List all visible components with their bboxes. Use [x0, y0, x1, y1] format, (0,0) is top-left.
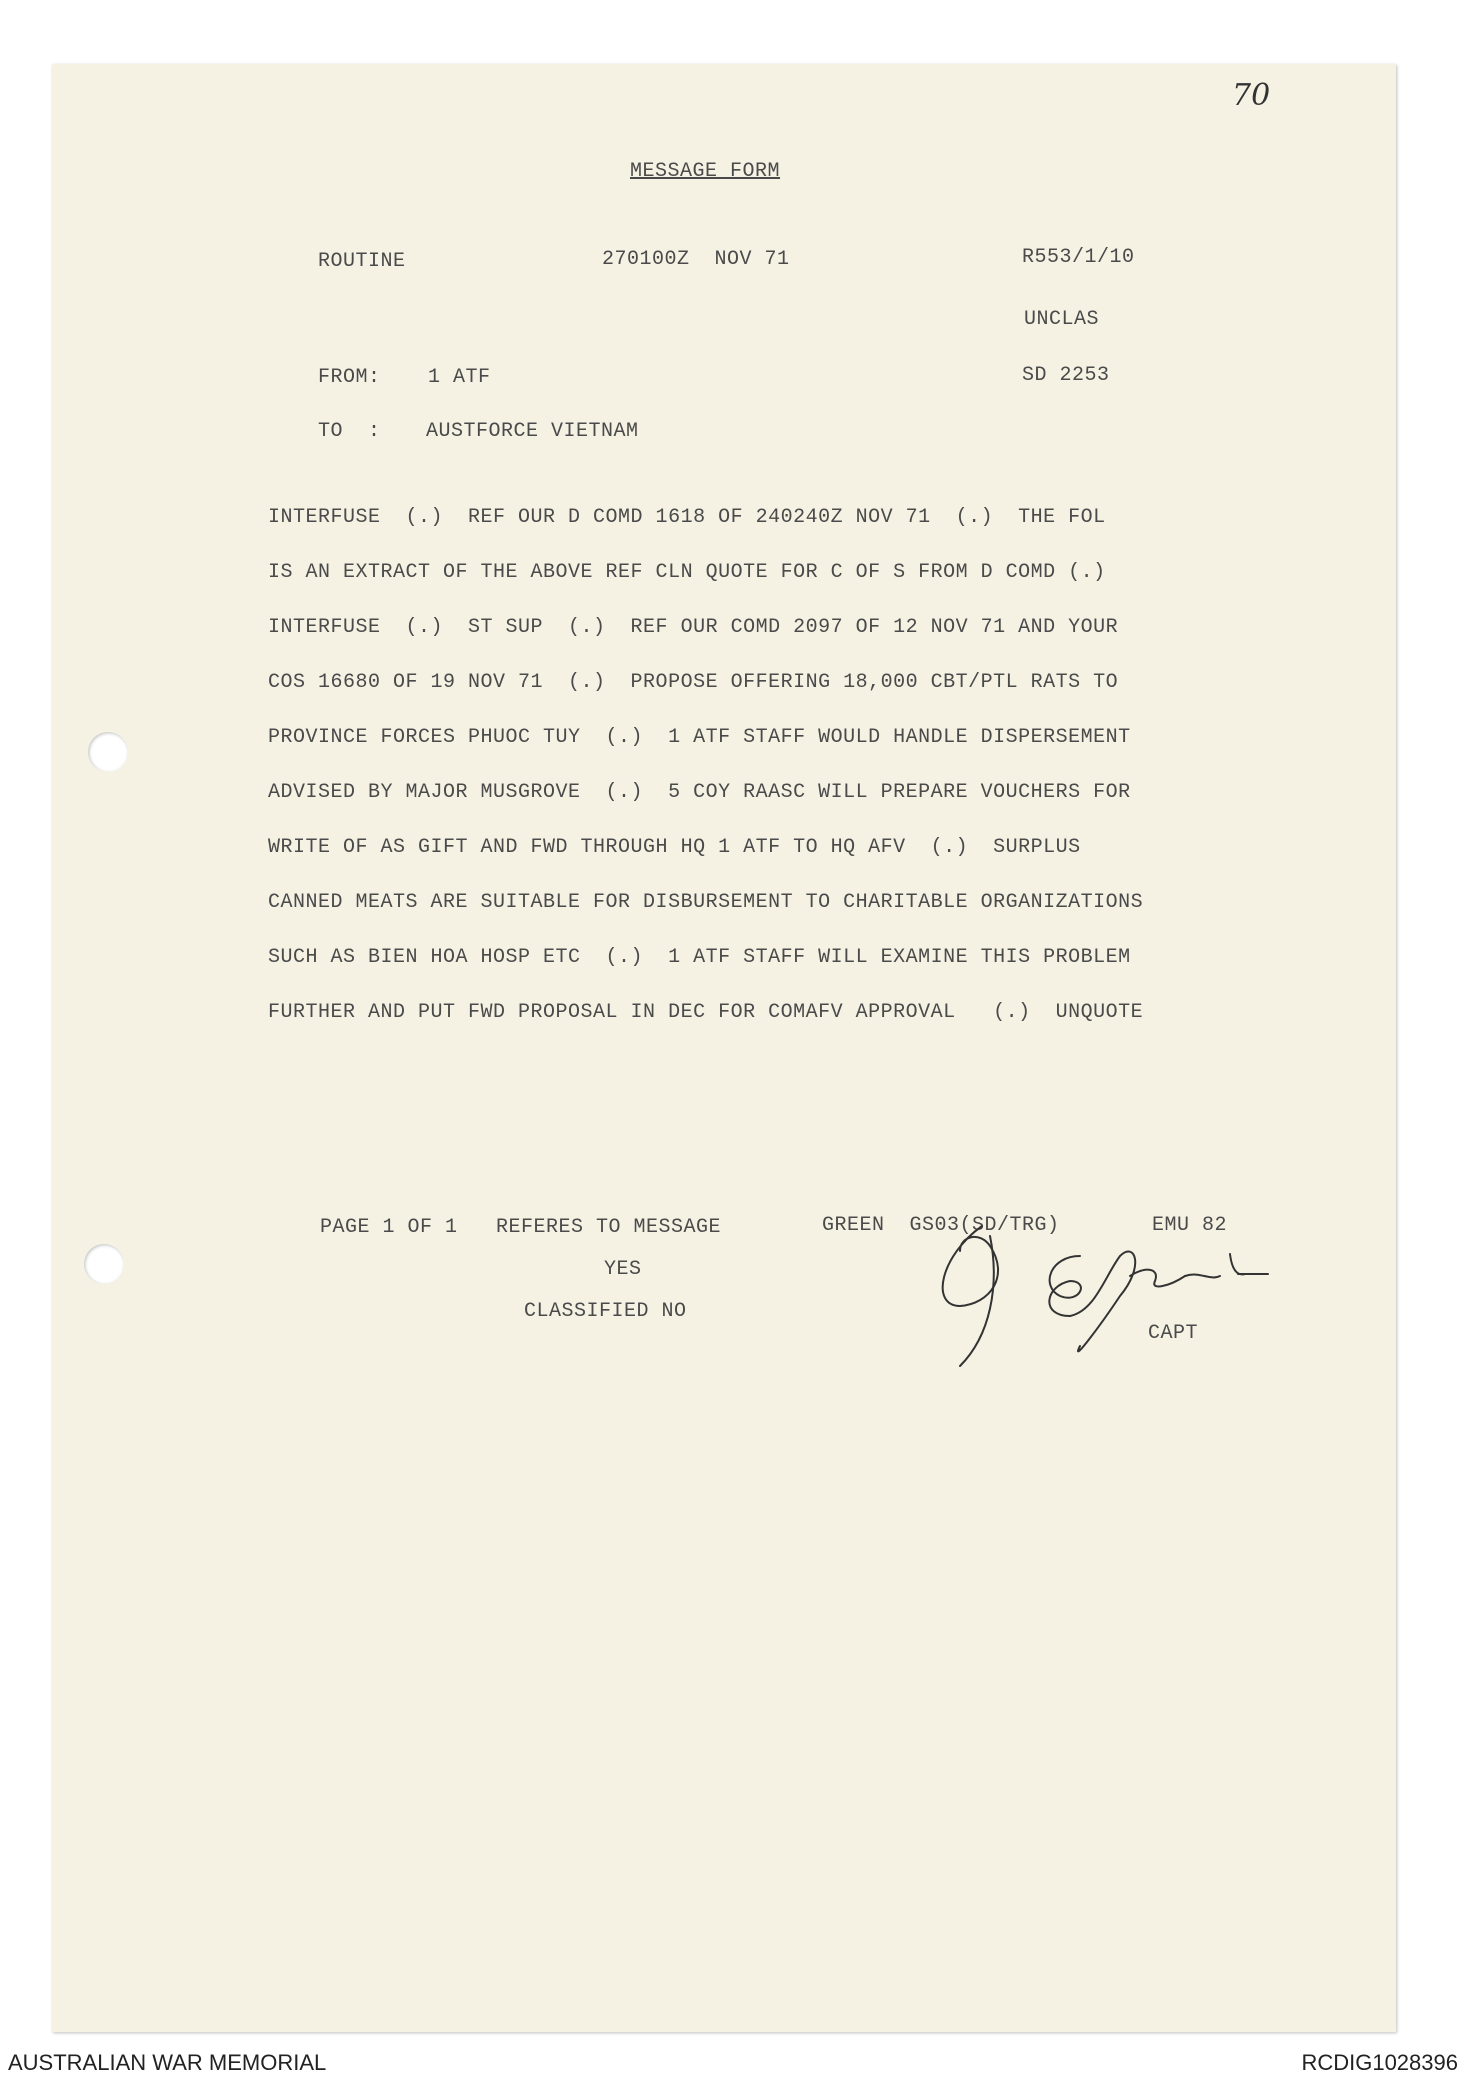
- message-body: [268, 490, 1328, 1040]
- archive-institution: AUSTRALIAN WAR MEMORIAL: [8, 2050, 327, 2075]
- body-line: ADVISED BY MAJOR MUSGROVE (.) 5 COY RAASC WILL PREPARE VOUCHERS FOR: [268, 781, 1131, 804]
- handwritten-page-number: 70: [1232, 78, 1271, 113]
- body-line: FURTHER AND PUT FWD PROPOSAL IN DEC FOR COMAFV APPROVAL (.) UNQUOTE: [268, 1001, 1144, 1024]
- classified-status: CLASSIFIED NO: [524, 1300, 687, 1323]
- body-line: CANNED MEATS ARE SUITABLE FOR DISBURSEMENT TO CHARITABLE ORGANIZATIONS: [268, 891, 1144, 914]
- body-line: WRITE OF AS GIFT AND FWD THROUGH HQ 1 ATF TO HQ AFV (.) SURPLUS: [268, 836, 1081, 859]
- to-label: TO :: [318, 420, 381, 443]
- archive-item-id: RCDIG1028396: [1301, 2050, 1458, 2075]
- to-value: AUSTFORCE VIETNAM: [426, 420, 639, 443]
- from-label: FROM:: [318, 366, 381, 389]
- extension: EMU 82: [1152, 1214, 1228, 1237]
- refers-to-message-value: YES: [604, 1258, 642, 1281]
- page-count: PAGE 1 OF 1: [320, 1216, 458, 1239]
- rank: CAPT: [1148, 1322, 1199, 1345]
- signature-image: [920, 1196, 1280, 1376]
- body-line: COS 16680 OF 19 NOV 71 (.) PROPOSE OFFERING 18,000 CBT/PTL RATS TO: [268, 671, 1119, 694]
- punch-hole: [84, 1244, 124, 1284]
- originator: GREEN GS03(SD/TRG): [822, 1214, 1060, 1237]
- body-line: IS AN EXTRACT OF THE ABOVE REF CLN QUOTE FOR C OF S FROM D COMD (.): [268, 561, 1106, 584]
- body-line: SUCH AS BIEN HOA HOSP ETC (.) 1 ATF STAFF WILL EXAMINE THIS PROBLEM: [268, 946, 1131, 969]
- punch-hole: [88, 732, 128, 772]
- body-line: PROVINCE FORCES PHUOC TUY (.) 1 ATF STAFF WOULD HANDLE DISPERSEMENT: [268, 726, 1131, 749]
- precedence: ROUTINE: [318, 250, 406, 273]
- body-line: INTERFUSE (.) ST SUP (.) REF OUR COMD 2097 OF 12 NOV 71 AND YOUR: [268, 616, 1119, 639]
- document-page: [52, 64, 1396, 2032]
- serial-number: SD 2253: [1022, 364, 1110, 387]
- from-value: 1 ATF: [428, 366, 491, 389]
- classification: UNCLAS: [1024, 308, 1100, 331]
- refers-to-message-label: REFERES TO MESSAGE: [496, 1216, 722, 1239]
- body-line: INTERFUSE (.) REF OUR D COMD 1618 OF 240240Z NOV 71 (.) THE FOL: [268, 506, 1106, 529]
- file-reference: R553/1/10: [1022, 246, 1135, 269]
- form-title: MESSAGE FORM: [630, 160, 781, 183]
- date-time-group: 270100Z NOV 71: [602, 248, 790, 271]
